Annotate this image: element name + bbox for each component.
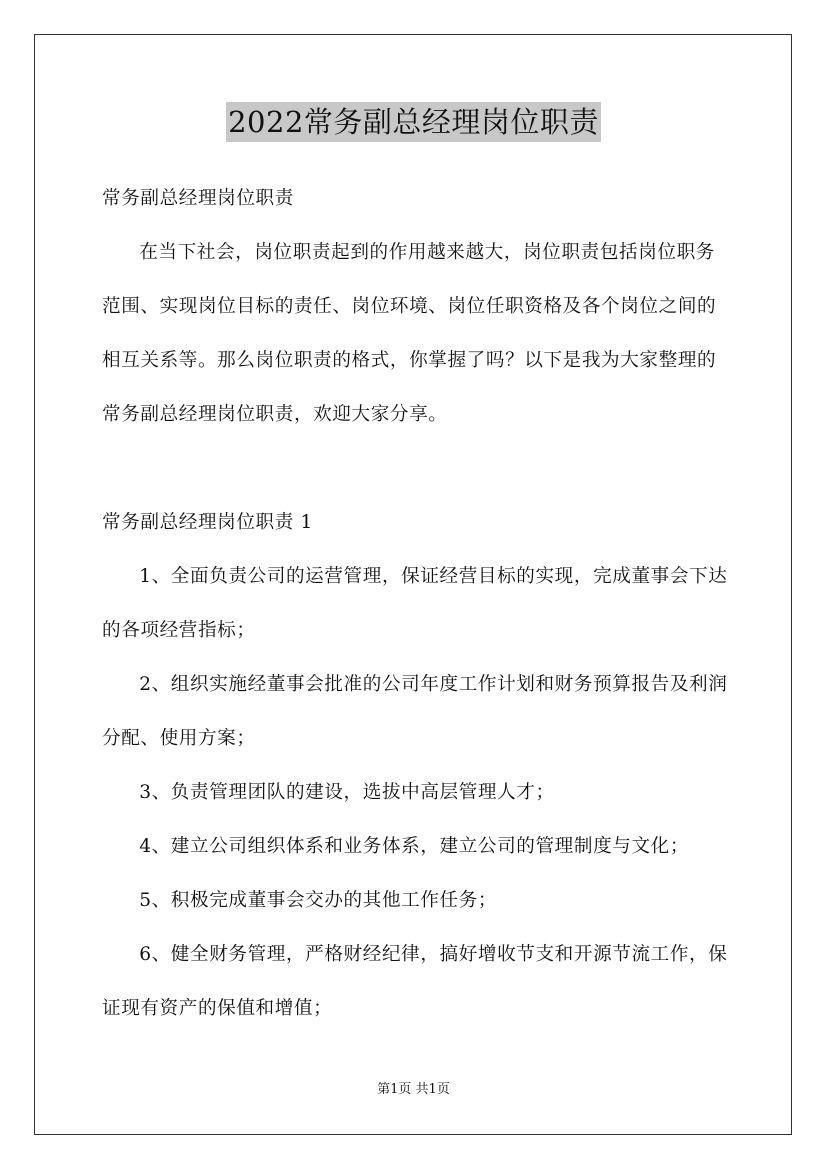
document-subtitle: 常务副总经理岗位职责 [102, 188, 294, 209]
duty-item-5: 5、积极完成董事会交办的其他工作任务； [139, 890, 498, 911]
duty-item-6: 6、健全财务管理，严格财经纪律，搞好增收节支和开源节流工作，保证现有资产的保值和增值； [102, 944, 728, 1019]
section-heading: 常务副总经理岗位职责 1 [102, 512, 313, 533]
document-title-container [0, 101, 827, 141]
page-number: 第1页 共1页 [377, 1082, 450, 1097]
duty-item-3: 3、负责管理团队的建设，选拔中高层管理人才； [139, 782, 555, 803]
document-body [102, 172, 728, 1036]
paragraph-spacer [102, 442, 728, 496]
duty-item-1: 1、全面负责公司的运营管理，保证经营目标的实现，完成董事会下达的各项经营指标； [102, 566, 728, 641]
intro-paragraph: 在当下社会，岗位职责起到的作用越来越大，岗位职责包括岗位职务范围、实现岗位目标的责任、岗位环境、岗位任职资格及各个岗位之间的相互关系等。那么岗位职责的格式，你掌握了吗？以下是我为大家整理的常务副总经理岗位职责，欢迎大家分享。 [102, 242, 717, 425]
document-title: 2022常务副总经理岗位职责 [226, 102, 601, 142]
duty-item-4: 4、建立公司组织体系和业务体系，建立公司的管理制度与文化； [139, 836, 690, 857]
duty-item-2: 2、组织实施经董事会批准的公司年度工作计划和财务预算报告及利润分配、使用方案； [102, 674, 728, 749]
